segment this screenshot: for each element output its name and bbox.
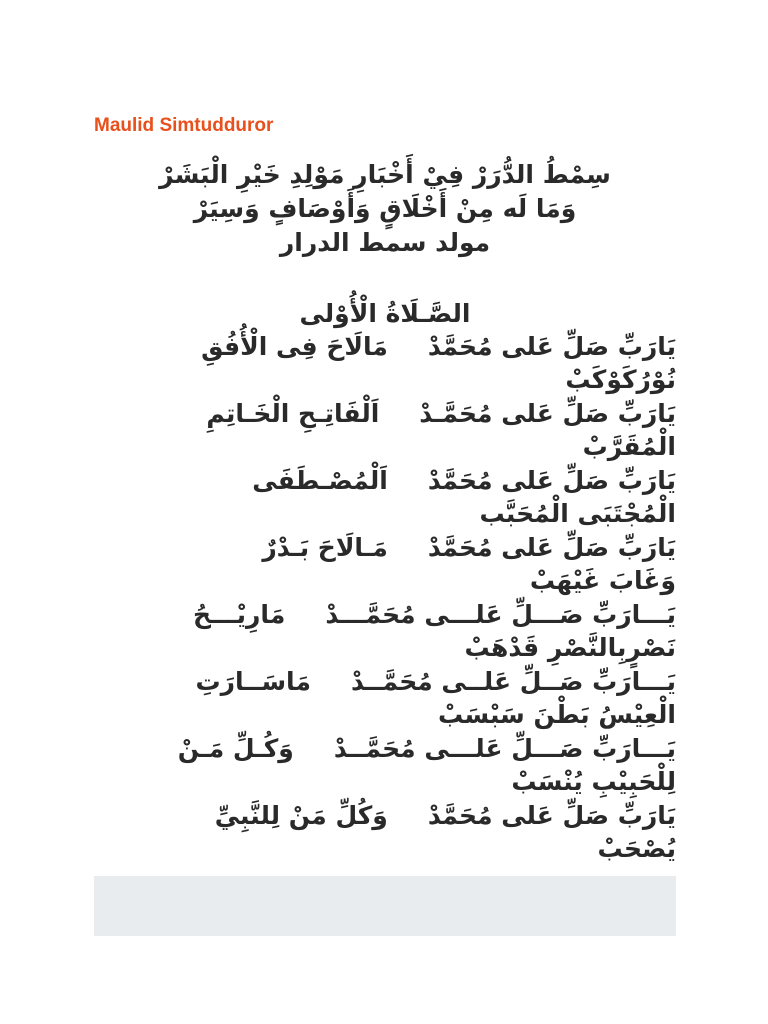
verse-item <box>94 397 676 464</box>
verse-line <box>94 665 676 698</box>
verse-item <box>94 732 676 799</box>
verse-item <box>94 330 676 397</box>
verse-continuation: وَغَابَ غَيْهَبْ <box>529 566 676 595</box>
verse-line <box>94 598 676 631</box>
section-title: الصَّـلَاةُ الْأُوْلى <box>299 299 471 328</box>
document-title: Maulid Simtudduror <box>94 115 274 136</box>
maulid-heading <box>94 158 676 260</box>
verse-item <box>94 464 676 531</box>
verse-second-hemistich: وَكُـلِّ مَـنْ <box>177 734 294 763</box>
verse-continuation: نَصْرٍبِالنَّصْرِ قَدْهَبْ <box>464 633 676 662</box>
document-page <box>94 0 676 1024</box>
verse-continuation: لِلْحَبِيْبِ يُنْسَبْ <box>511 767 676 796</box>
verse-line <box>94 330 676 363</box>
verse-second-hemistich: مَـالَاحَ بَـدْرٌ <box>262 533 388 562</box>
verse-line <box>94 732 676 765</box>
verse-second-hemistich: مَاسَــارَتِ <box>195 667 311 696</box>
verse-first-hemistich: يَارَبِّ صَلِّ عَلى مُحَمَّـدْ <box>419 399 676 428</box>
verse-second-hemistich: اَلْمُصْـطَفَى <box>252 466 388 495</box>
verse-first-hemistich: يَارَبِّ صَلِّ عَلى مُحَمَّدْ <box>427 533 676 562</box>
verse-continuation: الْعِيْسُ بَطْنَ سَبْسَبْ <box>438 700 676 729</box>
verse-first-hemistich: يَارَبِّ صَلِّ عَلى مُحَمَّدْ <box>427 801 676 830</box>
verse-continuation: الْمُجْتَبَى الْمُحَبَّب <box>479 499 676 528</box>
verse-continuation: يُصْحَبْ <box>597 834 676 863</box>
verse-line <box>94 464 676 497</box>
verse-second-hemistich: اَلْفَاتِـحِ الْخَـاتِمِ <box>206 399 380 428</box>
verse-list <box>94 330 676 866</box>
verse-item <box>94 531 676 598</box>
verse-second-hemistich: وَكُلِّ مَنْ لِلنَّبِيِّ <box>214 801 388 830</box>
verse-line <box>94 799 676 832</box>
heading-line-1: سِمْطُ الدُّرَرْ فِيْ أَخْبَارِ مَوْلِدِ خَيْرِ الْبَشَرْ <box>159 160 611 189</box>
verse-first-hemistich: يَـــارَبِّ صَـــلِّ عَلـــى مُحَمَّــدْ <box>333 734 676 763</box>
verse-first-hemistich: يَـــارَبِّ صَـــلِّ عَلـــى مُحَمَّـــدْ <box>325 600 676 629</box>
verse-continuation: نُوْرُكَوْكَبْ <box>565 365 676 394</box>
verse-second-hemistich: مَالَاحَ فِى الْأُفُقِ <box>201 332 388 361</box>
verse-line <box>94 397 676 430</box>
verse-item <box>94 799 676 866</box>
verse-item <box>94 598 676 665</box>
verse-continuation: الْمُقَرَّبْ <box>582 432 676 461</box>
verse-item <box>94 665 676 732</box>
verse-first-hemistich: يَـــارَبِّ صَــلِّ عَلــى مُحَمَّــدْ <box>350 667 676 696</box>
verse-line <box>94 531 676 564</box>
verse-first-hemistich: يَارَبِّ صَلِّ عَلى مُحَمَّدْ <box>427 466 676 495</box>
verse-second-hemistich: مَارِيْـــحُ <box>193 600 286 629</box>
heading-line-3: مولد سمط الدرار <box>279 228 491 257</box>
heading-line-2: وَمَا لَه مِنْ أَخْلَاقٍ وَأَوْصَافٍ وَسِيَرْ <box>193 194 577 223</box>
footer-placeholder-box <box>94 876 676 936</box>
verse-first-hemistich: يَارَبِّ صَلِّ عَلى مُحَمَّدْ <box>427 332 676 361</box>
